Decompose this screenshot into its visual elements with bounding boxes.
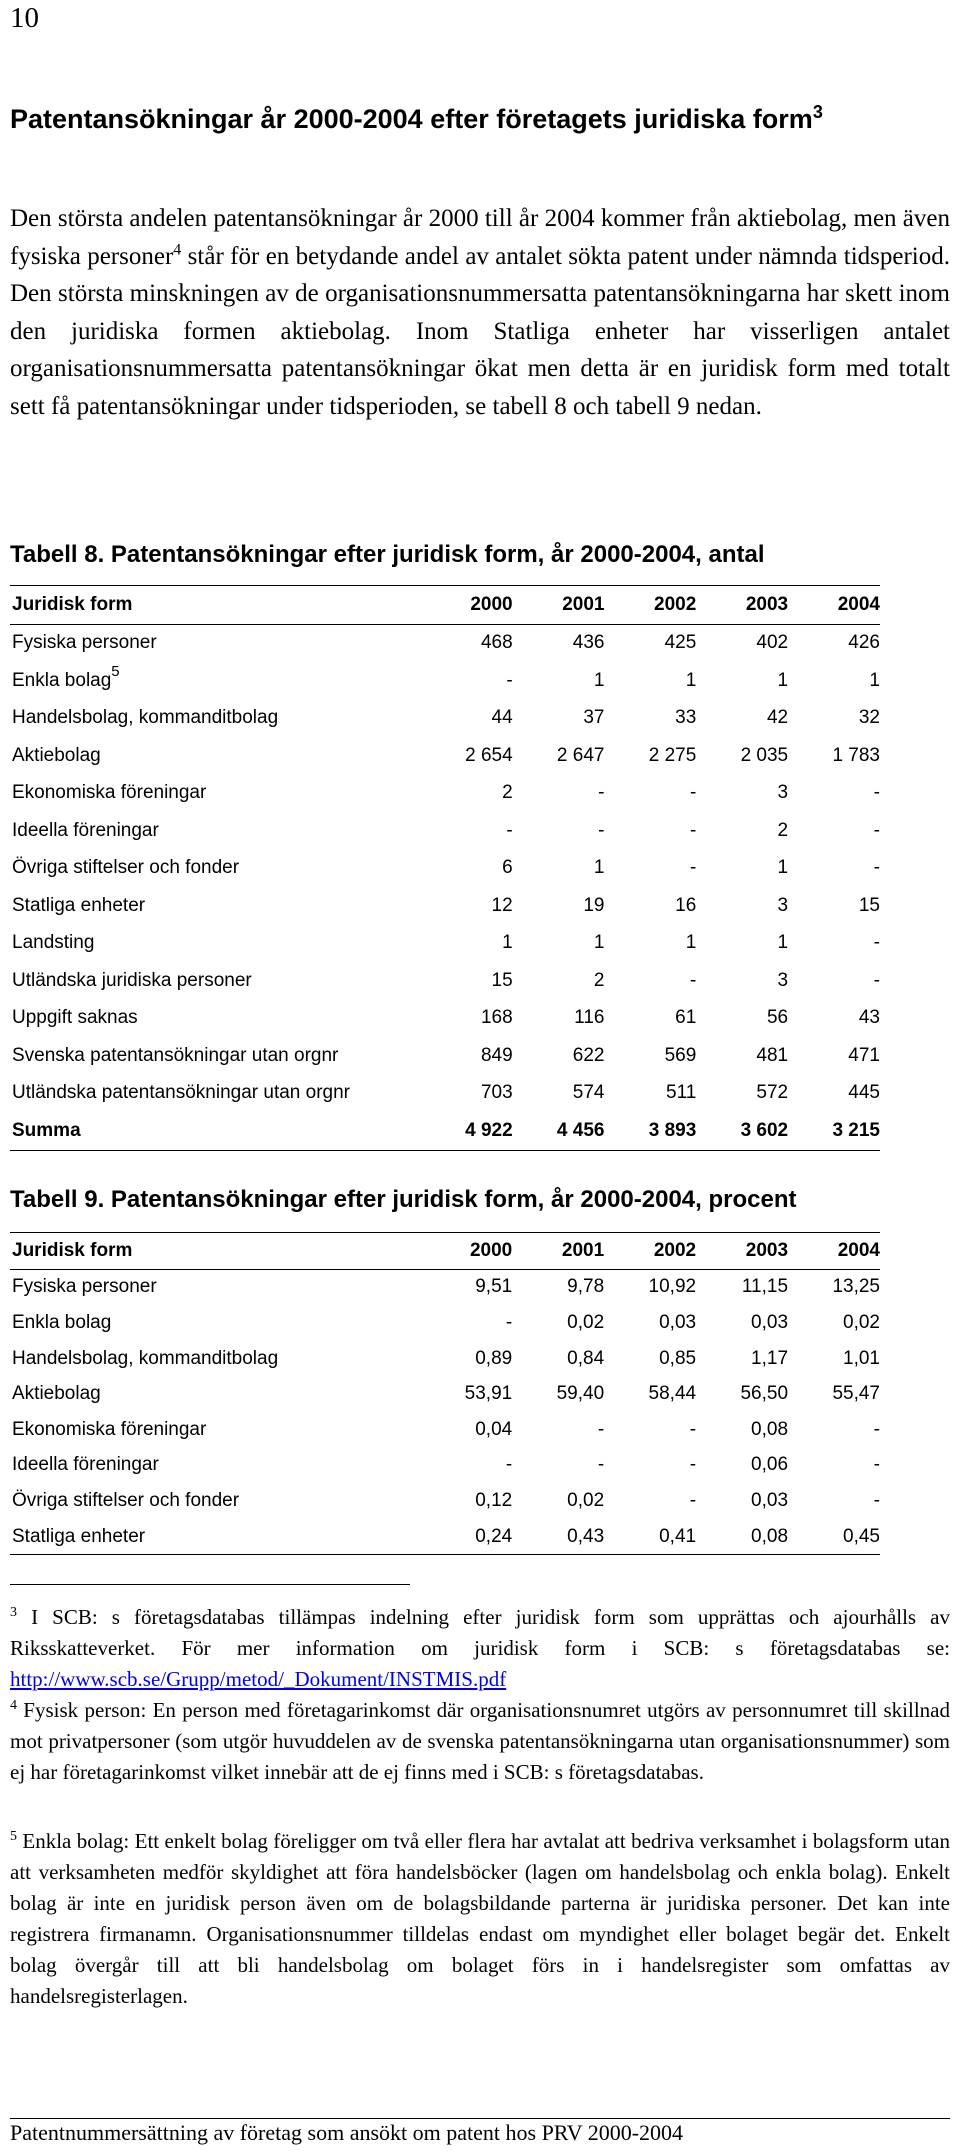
footnote-4-text: Fysisk person: En person med företagarinkomst där organisationsnumret utgörs av personnumret till skillnad mot privatpersoner (som utgör huvuddelen av de svenska patentansökningarna utan organisationsnummer) som ej har företagarinkomst vilket innebär att de ej finns med i SCB: s företagsdatabas. <box>10 1698 950 1784</box>
table-row <box>10 850 880 888</box>
table8-header-row <box>10 586 880 625</box>
cell-value: 1 <box>869 669 880 691</box>
cell-value: 0,02 <box>843 1311 880 1333</box>
table-row <box>10 1000 880 1038</box>
cell-value: 1 <box>685 669 697 691</box>
table-row <box>10 1519 880 1555</box>
cell-value: 2 <box>777 819 789 841</box>
cell-value: 15 <box>491 969 513 991</box>
total-label: Summa <box>12 1119 81 1141</box>
cell-value: - <box>689 1454 697 1476</box>
cell-value: 56 <box>766 1007 789 1029</box>
table8-header-year: 2000 <box>470 593 513 615</box>
cell-value: 19 <box>583 894 605 916</box>
cell-value: 3 <box>777 782 789 804</box>
row-label-text: Statliga enheter <box>12 894 146 916</box>
cell-value: 0,08 <box>751 1418 789 1440</box>
table9-header-row <box>10 1233 880 1270</box>
cell-value: 0,03 <box>659 1311 697 1333</box>
cell-value: 445 <box>848 1082 880 1104</box>
table8 <box>10 585 880 1151</box>
cell-value: 1 <box>593 932 605 954</box>
cell-value: 53,91 <box>464 1383 513 1405</box>
cell-value: - <box>506 669 513 691</box>
table-row <box>10 962 880 1000</box>
row-label <box>10 662 421 700</box>
cell-value: 2 <box>593 969 605 991</box>
table-row <box>10 1341 880 1377</box>
cell-value: - <box>689 969 697 991</box>
table-row <box>10 662 880 700</box>
cell-value: - <box>873 857 880 879</box>
cell-value: 11,15 <box>741 1276 789 1298</box>
table-row <box>10 737 880 775</box>
cell-value: 425 <box>664 632 697 654</box>
footnote-ref-5[interactable]: 5 <box>111 662 120 680</box>
cell-value: 37 <box>583 707 605 729</box>
cell-value: 468 <box>480 632 513 654</box>
cell-value: - <box>873 1418 880 1440</box>
row-label-text: Aktiebolag <box>12 1383 101 1405</box>
cell-value: 436 <box>572 632 605 654</box>
row-label <box>10 1037 421 1075</box>
cell-value: 2 275 <box>648 744 697 766</box>
section-heading <box>10 94 940 138</box>
row-label <box>10 1483 420 1519</box>
cell-value: - <box>689 857 697 879</box>
table9-header-year: 2001 <box>561 1239 605 1261</box>
table9-header-year: 2002 <box>653 1239 697 1261</box>
row-label <box>10 1448 420 1484</box>
cell-value: - <box>598 782 605 804</box>
row-label-text: Övriga stiftelser och fonder <box>12 857 240 879</box>
row-label-text: Enkla bolag <box>12 1311 112 1333</box>
table-row <box>10 1376 880 1412</box>
total-row <box>10 1112 880 1150</box>
footnote-4-number: 4 <box>10 1698 17 1713</box>
row-label-text: Svenska patentansökningar utan orgnr <box>12 1044 339 1066</box>
total-value: 3 602 <box>740 1119 789 1141</box>
intro-paragraph <box>10 200 950 425</box>
cell-value: 0,84 <box>567 1347 605 1369</box>
row-label-text: Ekonomiska föreningar <box>12 1418 207 1440</box>
footnote-ref-3[interactable]: 3 <box>812 102 823 122</box>
table9 <box>10 1232 880 1555</box>
cell-value: 55,47 <box>832 1383 880 1405</box>
row-label-text: Ekonomiska föreningar <box>12 782 207 804</box>
row-label-text: Enkla bolag <box>12 669 112 691</box>
row-label <box>10 1376 420 1412</box>
cell-value: 426 <box>848 632 880 654</box>
row-label-text: Handelsbolag, kommanditbolag <box>12 1347 279 1369</box>
row-label <box>10 1519 420 1555</box>
row-label <box>10 925 421 963</box>
cell-value: - <box>873 1454 880 1476</box>
row-label-text: Uppgift saknas <box>12 1007 138 1029</box>
row-label-text: Fysiska personer <box>12 1276 157 1298</box>
table-row <box>10 925 880 963</box>
footnote-5-number: 5 <box>10 1829 17 1844</box>
cell-value: - <box>689 819 697 841</box>
cell-value: 116 <box>574 1007 605 1029</box>
cell-value: 61 <box>675 1007 697 1029</box>
row-label-text: Aktiebolag <box>12 744 101 766</box>
footnote-4 <box>10 1695 950 1788</box>
cell-value: 481 <box>756 1044 789 1066</box>
cell-value: 9,51 <box>475 1276 513 1298</box>
cell-value: - <box>689 1418 697 1440</box>
intro-text-part1: Den största andelen patentansökningar år 2000 till år 2004 kommer från aktiebolag, men även fysiska personer <box>10 205 950 270</box>
cell-value: 12 <box>491 894 513 916</box>
row-label-text: Ideella föreningar <box>12 1454 159 1476</box>
cell-value: 703 <box>480 1082 513 1104</box>
table-row <box>10 887 880 925</box>
row-label <box>10 850 421 888</box>
cell-value: 1 <box>777 857 789 879</box>
footnote-ref-4[interactable]: 4 <box>173 241 182 259</box>
page-number: 10 <box>10 2 39 34</box>
cell-value: 0,02 <box>567 1489 605 1511</box>
row-label-text: Utländska juridiska personer <box>12 969 252 991</box>
cell-value: 58,44 <box>648 1383 697 1405</box>
row-label <box>10 1341 420 1377</box>
cell-value: 574 <box>572 1082 605 1104</box>
footnote-separator <box>10 1584 410 1585</box>
cell-value: 0,03 <box>751 1489 789 1511</box>
cell-value: 10,92 <box>648 1276 697 1298</box>
row-label-text: Övriga stiftelser och fonder <box>12 1489 240 1511</box>
cell-value: 3 <box>777 969 789 991</box>
table9-header-year: 2000 <box>469 1239 513 1261</box>
row-label <box>10 1075 421 1113</box>
cell-value: - <box>505 1311 513 1333</box>
cell-value: 572 <box>756 1082 789 1104</box>
cell-value: 56,50 <box>740 1383 789 1405</box>
row-label <box>10 1305 420 1341</box>
cell-value: 1 <box>777 669 789 691</box>
footnote-3-link[interactable]: http://www.scb.se/Grupp/metod/_Dokument/INSTMIS.pdf <box>10 1667 507 1691</box>
row-label <box>10 812 421 850</box>
table8-header-year: 2003 <box>745 593 789 615</box>
page-footer: Patentnummersättning av företag som ansökt om patent hos PRV 2000-2004 <box>10 2120 684 2145</box>
table-row <box>10 1075 880 1113</box>
table8-header-label: Juridisk form <box>12 593 133 615</box>
table9-caption: Tabell 9. Patentansökningar efter juridisk form, år 2000-2004, procent <box>10 1186 797 1213</box>
table-row <box>10 1037 880 1075</box>
table9-header-label: Juridisk form <box>12 1239 133 1261</box>
table-row <box>10 624 880 662</box>
section-heading-text: Patentansökningar år 2000-2004 efter företagets juridiska form <box>10 104 813 134</box>
cell-value: 0,45 <box>843 1525 880 1547</box>
cell-value: 2 654 <box>465 744 513 766</box>
cell-value: 0,06 <box>751 1454 789 1476</box>
total-value: 3 215 <box>832 1119 880 1141</box>
cell-value: 471 <box>848 1044 880 1066</box>
cell-value: 0,08 <box>751 1525 789 1547</box>
row-label <box>10 624 421 662</box>
cell-value: 0,89 <box>475 1347 513 1369</box>
cell-value: 1 <box>593 669 605 691</box>
cell-value: - <box>873 819 880 841</box>
cell-value: 43 <box>858 1007 880 1029</box>
cell-value: - <box>506 819 513 841</box>
cell-value: - <box>597 1454 605 1476</box>
cell-value: 0,85 <box>659 1347 697 1369</box>
table-row <box>10 812 880 850</box>
table9-header-year: 2004 <box>837 1239 880 1261</box>
cell-value: 2 <box>502 782 513 804</box>
cell-value: 1 <box>593 857 605 879</box>
table-row <box>10 775 880 813</box>
row-label-text: Fysiska personer <box>12 632 157 654</box>
cell-value: - <box>505 1454 513 1476</box>
cell-value: 3 <box>777 894 789 916</box>
row-label <box>10 1412 420 1448</box>
row-label-text: Handelsbolag, kommanditbolag <box>12 707 279 729</box>
cell-value: 1,17 <box>751 1347 789 1369</box>
row-label-text: Utländska patentansökningar utan orgnr <box>12 1082 351 1104</box>
cell-value: 0,41 <box>659 1525 697 1547</box>
cell-value: 1 783 <box>832 744 880 766</box>
cell-value: - <box>873 1489 880 1511</box>
cell-value: 849 <box>480 1044 513 1066</box>
cell-value: 0,12 <box>475 1489 513 1511</box>
footnote-3-number: 3 <box>10 1605 17 1620</box>
cell-value: 0,24 <box>475 1525 513 1547</box>
cell-value: - <box>689 1489 697 1511</box>
row-label <box>10 887 421 925</box>
cell-value: 0,04 <box>475 1418 513 1440</box>
row-label <box>10 1000 421 1038</box>
footnote-3-text: I SCB: s företagsdatabas tillämpas indelning efter juridisk form som upprättas och ajourhålls av Riksskatteverket. För mer information om juridisk form i SCB: s företagsdatabas se: <box>10 1605 950 1660</box>
cell-value: 402 <box>756 632 789 654</box>
table-row <box>10 1412 880 1448</box>
table-row <box>10 700 880 738</box>
cell-value: 1,01 <box>843 1347 880 1369</box>
row-label-text: Statliga enheter <box>12 1525 146 1547</box>
cell-value: 569 <box>664 1044 697 1066</box>
cell-value: 33 <box>675 707 697 729</box>
cell-value: 2 035 <box>740 744 789 766</box>
cell-value: 6 <box>502 857 513 879</box>
cell-value: 59,40 <box>556 1383 605 1405</box>
cell-value: 44 <box>491 707 513 729</box>
footnote-5 <box>10 1826 950 2012</box>
cell-value: 0,02 <box>567 1311 605 1333</box>
table-row <box>10 1269 880 1305</box>
footnote-5-text: Enkla bolag: Ett enkelt bolag föreligger om två eller flera har avtalat att bedriva verksamhet i bolagsform utan att verksamheten medför skyldighet att föra handelsböcker (lagen om handelsbolag och enkla bolag). Enkelt bolag är inte en juridisk person även om de bolagsbildande parterna är juridiska personer. Det kan inte registrera firmanamn. Organisationsnummer tilldelas endast om myndighet eller bolaget begär det. Enkelt bolag övergår till att bli handelsbolag om bolaget förs in i handelsregister som omfattas av handelsregisterlagen. <box>10 1829 950 2008</box>
cell-value: 1 <box>685 932 697 954</box>
cell-value: 13,25 <box>832 1276 880 1298</box>
row-label <box>10 1269 420 1305</box>
cell-value: - <box>873 932 880 954</box>
cell-value: 16 <box>675 894 697 916</box>
cell-value: 1 <box>502 932 513 954</box>
total-value: 4 922 <box>465 1119 513 1141</box>
cell-value: 168 <box>480 1007 513 1029</box>
table8-header-year: 2001 <box>562 593 605 615</box>
table8-header-year: 2002 <box>654 593 697 615</box>
footnote-3 <box>10 1602 950 1695</box>
row-label <box>10 700 421 738</box>
table-row <box>10 1448 880 1484</box>
table8-caption: Tabell 8. Patentansökningar efter juridisk form, år 2000-2004, antal <box>10 541 765 568</box>
total-value: 3 893 <box>648 1119 697 1141</box>
cell-value: - <box>873 782 880 804</box>
table9-header-year: 2003 <box>745 1239 789 1261</box>
cell-value: - <box>598 819 605 841</box>
cell-value: 32 <box>858 707 880 729</box>
row-label <box>10 962 421 1000</box>
row-label-text: Landsting <box>12 932 95 954</box>
table-row <box>10 1483 880 1519</box>
intro-text-part2: står för en betydande andel av antalet sökta patent under nämnda tidsperiod. Den största minskningen av de organisationsnummersatta patentansökningarna har skett inom den juridiska formen aktiebolag. Inom Statliga enheter har visserligen antalet organisationsnummersatta patentansökningar ökat men detta är en juridisk form med totalt sett få patentansökningar under tidsperioden, se tabell 8 och tabell 9 nedan. <box>10 242 951 420</box>
cell-value: - <box>597 1418 605 1440</box>
table-row <box>10 1305 880 1341</box>
cell-value: 0,03 <box>751 1311 789 1333</box>
cell-value: 9,78 <box>567 1276 605 1298</box>
cell-value: 42 <box>766 707 789 729</box>
row-label <box>10 775 421 813</box>
cell-value: 2 647 <box>556 744 605 766</box>
cell-value: 0,43 <box>567 1525 605 1547</box>
total-value: 4 456 <box>556 1119 605 1141</box>
cell-value: 511 <box>666 1082 697 1104</box>
cell-value: 15 <box>858 894 880 916</box>
cell-value: 622 <box>572 1044 605 1066</box>
cell-value: 1 <box>777 932 789 954</box>
table8-header-year: 2004 <box>837 593 880 615</box>
cell-value: - <box>689 782 697 804</box>
row-label-text: Ideella föreningar <box>12 819 159 841</box>
cell-value: - <box>873 969 880 991</box>
row-label <box>10 737 421 775</box>
